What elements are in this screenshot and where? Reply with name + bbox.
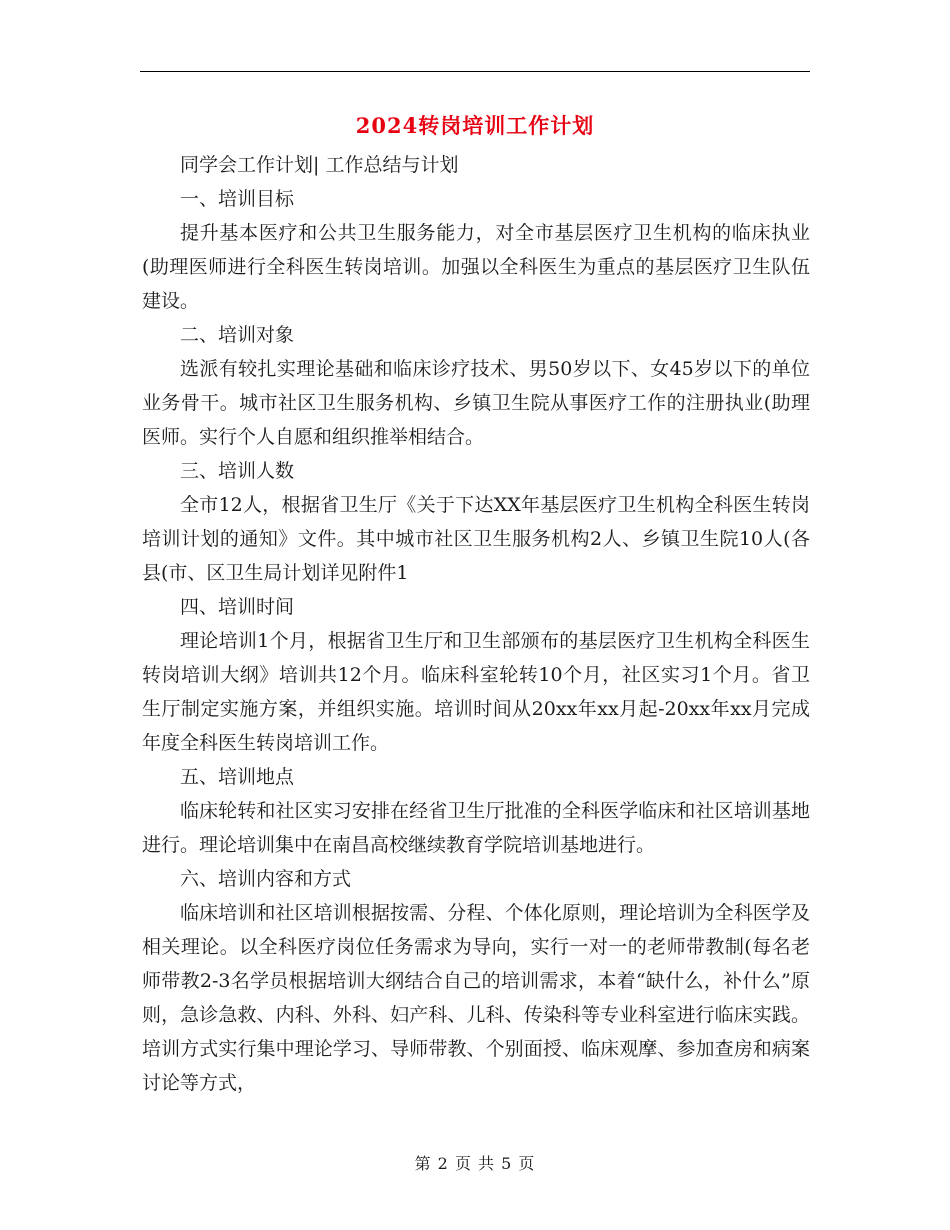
header-rule bbox=[140, 71, 810, 72]
document-body bbox=[142, 148, 810, 1100]
document-subtitle: 同学会工作计划| 工作总结与计划 bbox=[180, 154, 459, 176]
section-body-goal: 提升基本医疗和公共卫生服务能力，对全市基层医疗卫生机构的临床执业(助理医师进行全科医生转岗培训。加强以全科医生为重点的基层医疗卫生队伍建设。 bbox=[142, 222, 810, 312]
section-body-target: 选派有较扎实理论基础和临床诊疗技术、男50岁以下、女45岁以下的单位业务骨干。城市社区卫生服务机构、乡镇卫生院从事医疗工作的注册执业(助理医师。实行个人自愿和组织推举相结合。 bbox=[142, 358, 810, 448]
section-heading-content: 六、培训内容和方式 bbox=[180, 868, 352, 890]
section-body-location: 临床轮转和社区实习安排在经省卫生厅批准的全科医学临床和社区培训基地进行。理论培训集中在南昌高校继续教育学院培训基地进行。 bbox=[142, 800, 810, 856]
section-body-content: 临床培训和社区培训根据按需、分程、个体化原则，理论培训为全科医学及相关理论。以全科医疗岗位任务需求为导向，实行一对一的老师带教制(每名老师带教2-3名学员根据培训大纲结合自己的培训需求，本着“缺什么，补什么”原则，急诊急救、内科、外科、妇产科、儿科、传染科等专业科室进行临床实践。培训方式实行集中理论学习、导师带教、个别面授、临床观摩、参加查房和病案讨论等方式， bbox=[142, 902, 810, 1094]
section-heading-headcount: 三、培训人数 bbox=[180, 460, 295, 482]
section-body-time: 理论培训1个月，根据省卫生厅和卫生部颁布的基层医疗卫生机构全科医生转岗培训大纲》培训共12个月。临床科室轮转10个月，社区实习1个月。省卫生厅制定实施方案，并组织实施。培训时间从20xx年xx月起-20xx年xx月完成年度全科医生转岗培训工作。 bbox=[142, 630, 810, 754]
section-heading-target: 二、培训对象 bbox=[180, 324, 295, 346]
section-body-headcount: 全市12人，根据省卫生厅《关于下达XX年基层医疗卫生机构全科医生转岗培训计划的通知》文件。其中城市社区卫生服务机构2人、乡镇卫生院10人(各县(市、区卫生局计划详见附件1 bbox=[142, 494, 810, 584]
section-heading-location: 五、培训地点 bbox=[180, 766, 295, 788]
section-heading-goal: 一、培训目标 bbox=[180, 188, 295, 210]
page-number: 第 2 页 共 5 页 bbox=[414, 1154, 536, 1173]
section-heading-time: 四、培训时间 bbox=[180, 596, 295, 618]
document-title: 2024转岗培训工作计划 bbox=[355, 113, 595, 138]
